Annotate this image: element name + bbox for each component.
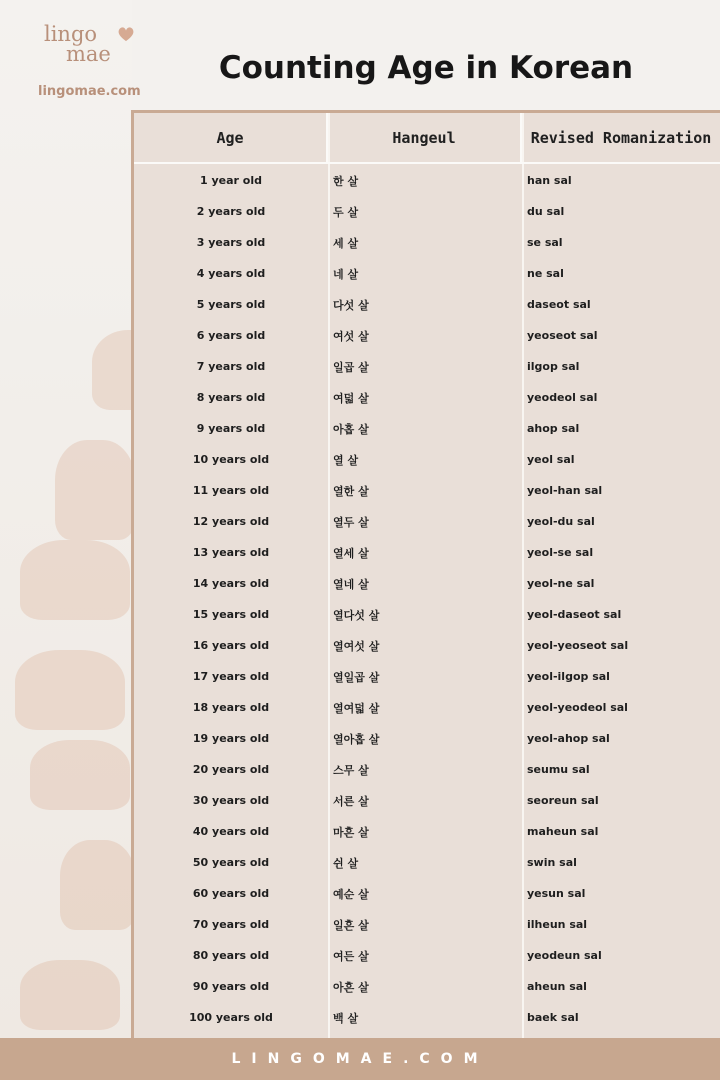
table-row	[134, 413, 720, 444]
romanization-cell: yeol-daseot sal	[527, 608, 622, 621]
age-cell: 30 years old	[192, 794, 270, 807]
hangeul-cell: 한 살	[333, 174, 359, 188]
table-row	[134, 971, 720, 1002]
age-cell: 50 years old	[192, 856, 270, 869]
hangeul-cell: 네 살	[333, 267, 359, 281]
age-cell: 7 years old	[196, 360, 266, 373]
hangeul-cell: 아홉 살	[333, 422, 369, 436]
romanization-cell: yeol-du sal	[527, 515, 595, 528]
table-row	[134, 599, 720, 630]
age-cell: 1 year old	[200, 174, 262, 187]
header-age: Age	[134, 113, 328, 162]
table-row	[134, 165, 720, 196]
table-row	[134, 940, 720, 971]
age-cell: 19 years old	[192, 732, 270, 745]
page-title: Counting Age in Korean	[218, 50, 634, 86]
hangeul-cell: 서른 살	[333, 794, 369, 808]
romanization-cell: seoreun sal	[527, 794, 599, 807]
romanization-cell: ilgop sal	[527, 360, 580, 373]
hangeul-cell: 백 살	[333, 1011, 359, 1025]
hangeul-cell: 아흔 살	[333, 980, 369, 994]
header-romanization: Revised Romanization	[530, 128, 712, 147]
table-row	[134, 289, 720, 320]
people-illustration-7	[20, 960, 120, 1030]
age-cell: 17 years old	[192, 670, 270, 683]
table-row	[134, 692, 720, 723]
age-cell: 9 years old	[196, 422, 266, 435]
romanization-cell: yeol-han sal	[527, 484, 603, 497]
age-cell: 11 years old	[192, 484, 270, 497]
table-body	[134, 165, 720, 1033]
hangeul-cell: 일흔 살	[333, 918, 369, 932]
table-row	[134, 754, 720, 785]
hangeul-cell: 여섯 살	[333, 329, 369, 343]
romanization-cell: se sal	[527, 236, 563, 249]
people-illustration-5	[30, 740, 130, 810]
age-cell: 40 years old	[192, 825, 270, 838]
age-cell: 16 years old	[192, 639, 270, 652]
table-row	[134, 878, 720, 909]
romanization-cell: yesun sal	[527, 887, 586, 900]
logo-url[interactable]: lingomae.com	[38, 84, 141, 99]
hangeul-cell: 열일곱 살	[333, 670, 380, 684]
romanization-cell: yeol-ahop sal	[527, 732, 610, 745]
table-row	[134, 785, 720, 816]
hangeul-cell: 열 살	[333, 453, 359, 467]
logo-word-mae: mae	[66, 42, 111, 66]
hangeul-cell: 두 살	[333, 205, 359, 219]
age-cell: 8 years old	[196, 391, 266, 404]
romanization-cell: yeol sal	[527, 453, 575, 466]
hangeul-cell: 열두 살	[333, 515, 369, 529]
age-cell: 60 years old	[192, 887, 270, 900]
age-cell: 10 years old	[192, 453, 270, 466]
romanization-cell: baek sal	[527, 1011, 579, 1024]
table-row	[134, 568, 720, 599]
table-row	[134, 382, 720, 413]
romanization-cell: yeodeun sal	[527, 949, 602, 962]
table-row	[134, 475, 720, 506]
hangeul-cell: 열여덟 살	[333, 701, 380, 715]
table-row	[134, 847, 720, 878]
table-row	[134, 351, 720, 382]
table-row	[134, 537, 720, 568]
hangeul-cell: 열세 살	[333, 546, 369, 560]
table-row	[134, 661, 720, 692]
age-cell: 18 years old	[192, 701, 270, 714]
hangeul-cell: 열한 살	[333, 484, 369, 498]
romanization-cell: maheun sal	[527, 825, 599, 838]
table-row	[134, 227, 720, 258]
table-row	[134, 444, 720, 475]
hangeul-cell: 열네 살	[333, 577, 369, 591]
romanization-cell: yeol-se sal	[527, 546, 594, 559]
header-hangeul: Hangeul	[328, 113, 522, 162]
romanization-cell: yeodeol sal	[527, 391, 598, 404]
hangeul-cell: 세 살	[333, 236, 359, 250]
age-cell: 14 years old	[192, 577, 270, 590]
footer-url[interactable]: LINGOMAE.COM	[231, 1051, 489, 1067]
romanization-cell: swin sal	[527, 856, 577, 869]
table-row	[134, 630, 720, 661]
romanization-cell: ne sal	[527, 267, 564, 280]
table-row	[134, 320, 720, 351]
hangeul-cell: 열다섯 살	[333, 608, 380, 622]
age-cell: 5 years old	[196, 298, 266, 311]
people-illustration-6	[60, 840, 135, 930]
table-row	[134, 196, 720, 227]
logo-word-lingo: lingo	[44, 22, 98, 46]
age-cell: 4 years old	[196, 267, 266, 280]
age-cell: 15 years old	[192, 608, 270, 621]
romanization-cell: aheun sal	[527, 980, 587, 993]
hangeul-cell: 스무 살	[333, 763, 369, 777]
hangeul-cell: 쉰 살	[333, 856, 359, 870]
table-row	[134, 1002, 720, 1033]
decorative-illustration-panel	[0, 0, 132, 1040]
age-cell: 13 years old	[192, 546, 270, 559]
people-illustration-2	[55, 440, 135, 540]
age-cell: 6 years old	[196, 329, 266, 342]
hangeul-cell: 예순 살	[333, 887, 369, 901]
romanization-cell: han sal	[527, 174, 572, 187]
romanization-cell: yeoseot sal	[527, 329, 598, 342]
hangeul-cell: 열아홉 살	[333, 732, 380, 746]
hangeul-cell: 여든 살	[333, 949, 369, 963]
age-cell: 12 years old	[192, 515, 270, 528]
table-row	[134, 723, 720, 754]
people-illustration-4	[15, 650, 125, 730]
table-row	[134, 258, 720, 289]
age-cell: 70 years old	[192, 918, 270, 931]
age-cell: 2 years old	[196, 205, 266, 218]
romanization-cell: yeol-yeoseot sal	[527, 639, 629, 652]
romanization-cell: yeol-ne sal	[527, 577, 595, 590]
people-illustration-3	[20, 540, 130, 620]
hangeul-cell: 다섯 살	[333, 298, 369, 312]
romanization-cell: seumu sal	[527, 763, 590, 776]
heart-icon	[117, 26, 135, 42]
age-cell: 3 years old	[196, 236, 266, 249]
romanization-cell: yeol-ilgop sal	[527, 670, 610, 683]
table-header	[134, 113, 720, 164]
table-row	[134, 506, 720, 537]
age-cell: 90 years old	[192, 980, 270, 993]
age-table	[131, 110, 720, 1038]
hangeul-cell: 일곱 살	[333, 360, 369, 374]
hangeul-cell: 마흔 살	[333, 825, 369, 839]
romanization-cell: ahop sal	[527, 422, 580, 435]
romanization-cell: du sal	[527, 205, 565, 218]
hangeul-cell: 열여섯 살	[333, 639, 380, 653]
age-cell: 20 years old	[192, 763, 270, 776]
age-cell: 100 years old	[189, 1011, 273, 1024]
romanization-cell: daseot sal	[527, 298, 591, 311]
table-row	[134, 816, 720, 847]
age-cell: 80 years old	[192, 949, 270, 962]
romanization-cell: yeol-yeodeol sal	[527, 701, 628, 714]
footer-banner	[0, 1038, 720, 1080]
table-row	[134, 909, 720, 940]
hangeul-cell: 여덟 살	[333, 391, 369, 405]
romanization-cell: ilheun sal	[527, 918, 588, 931]
